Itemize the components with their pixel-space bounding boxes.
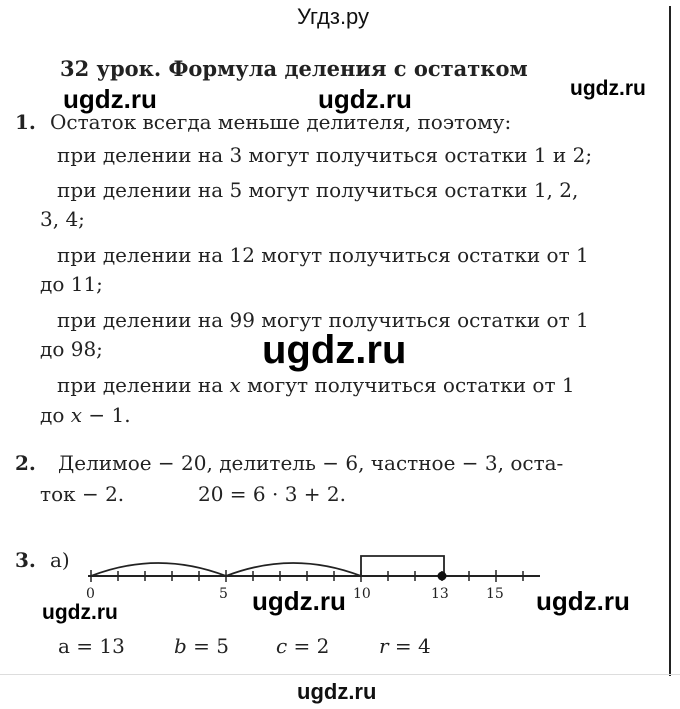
task-2-formula: 20 = 6 · 3 + 2. (198, 482, 346, 506)
result-b-label: b (174, 634, 187, 658)
line-5b-suffix: − 1. (82, 403, 131, 427)
watermark-center: ugdz.ru (262, 328, 407, 372)
task-2-number: 2. (15, 451, 36, 475)
result-b-value: = 5 (186, 634, 230, 658)
variable-x: x (229, 373, 241, 397)
task-2-line-1: Делимое − 20, делитель − 6, частное − 3, оста- (58, 451, 564, 475)
task-3-part: а) (50, 548, 70, 572)
task-2-line-2: ток − 2. (40, 482, 125, 506)
result-a (58, 634, 125, 658)
task-1-line-3a: при делении на 12 могут получиться остатки от 1 (57, 243, 589, 267)
result-r-label: r (379, 634, 389, 658)
result-b (174, 634, 229, 658)
result-a-label: a (58, 634, 70, 658)
tick-label-13: 13 (431, 586, 449, 602)
result-c-label: c (276, 634, 288, 658)
task-1-line-4b: до 98; (40, 337, 103, 361)
variable-x: x (70, 403, 82, 427)
task-1-line-3b: до 11; (40, 272, 103, 296)
result-a-value: = 13 (69, 634, 125, 658)
tick-label-15: 15 (486, 586, 504, 602)
line-5a-suffix: могут получиться остатки от 1 (240, 373, 575, 397)
point-13 (438, 572, 447, 581)
line-5b-prefix: до (40, 403, 71, 427)
task-1-line-5a (57, 373, 575, 397)
task-1-number: 1. (15, 110, 36, 134)
task-1-line-2a: при делении на 5 могут получиться остатки 1, 2, (57, 178, 579, 202)
footer-site-link[interactable]: ugdz.ru (297, 679, 377, 704)
line-5a-prefix: при делении на (57, 373, 230, 397)
task-1-line-4a: при делении на 99 могут получиться остатки от 1 (57, 308, 589, 332)
result-c (276, 634, 329, 658)
watermark-2: ugdz.ru (318, 84, 412, 114)
task-1-line-5b (40, 403, 131, 427)
tick-label-5: 5 (219, 586, 228, 602)
result-r (379, 634, 431, 658)
jump-arc-2 (226, 563, 361, 576)
watermark-7: ugdz.ru (536, 586, 630, 616)
tick-label-10: 10 (353, 586, 371, 602)
result-r-value: = 4 (388, 634, 431, 658)
task-1-intro: Остаток всегда меньше делителя, поэтому: (50, 110, 512, 134)
watermark-3: ugdz.ru (570, 77, 646, 100)
tick-label-0: 0 (86, 586, 95, 602)
result-c-value: = 2 (287, 634, 330, 658)
footer-divider (0, 674, 680, 675)
lesson-title: 32 урок. Формула деления с остатком (60, 56, 528, 81)
task-1-line-2b: 3, 4; (40, 207, 85, 231)
remainder-bracket (361, 556, 444, 576)
task-1-line-1: при делении на 3 могут получиться остатки 1 и 2; (57, 143, 593, 167)
site-title[interactable]: Угдз.ру (297, 4, 370, 29)
watermark-5: ugdz.ru (42, 601, 118, 624)
watermark-6: ugdz.ru (252, 586, 346, 616)
jump-arc-1 (91, 563, 226, 576)
number-line-diagram (0, 540, 680, 615)
watermark-1: ugdz.ru (63, 84, 157, 114)
task-3-number: 3. (15, 548, 36, 572)
